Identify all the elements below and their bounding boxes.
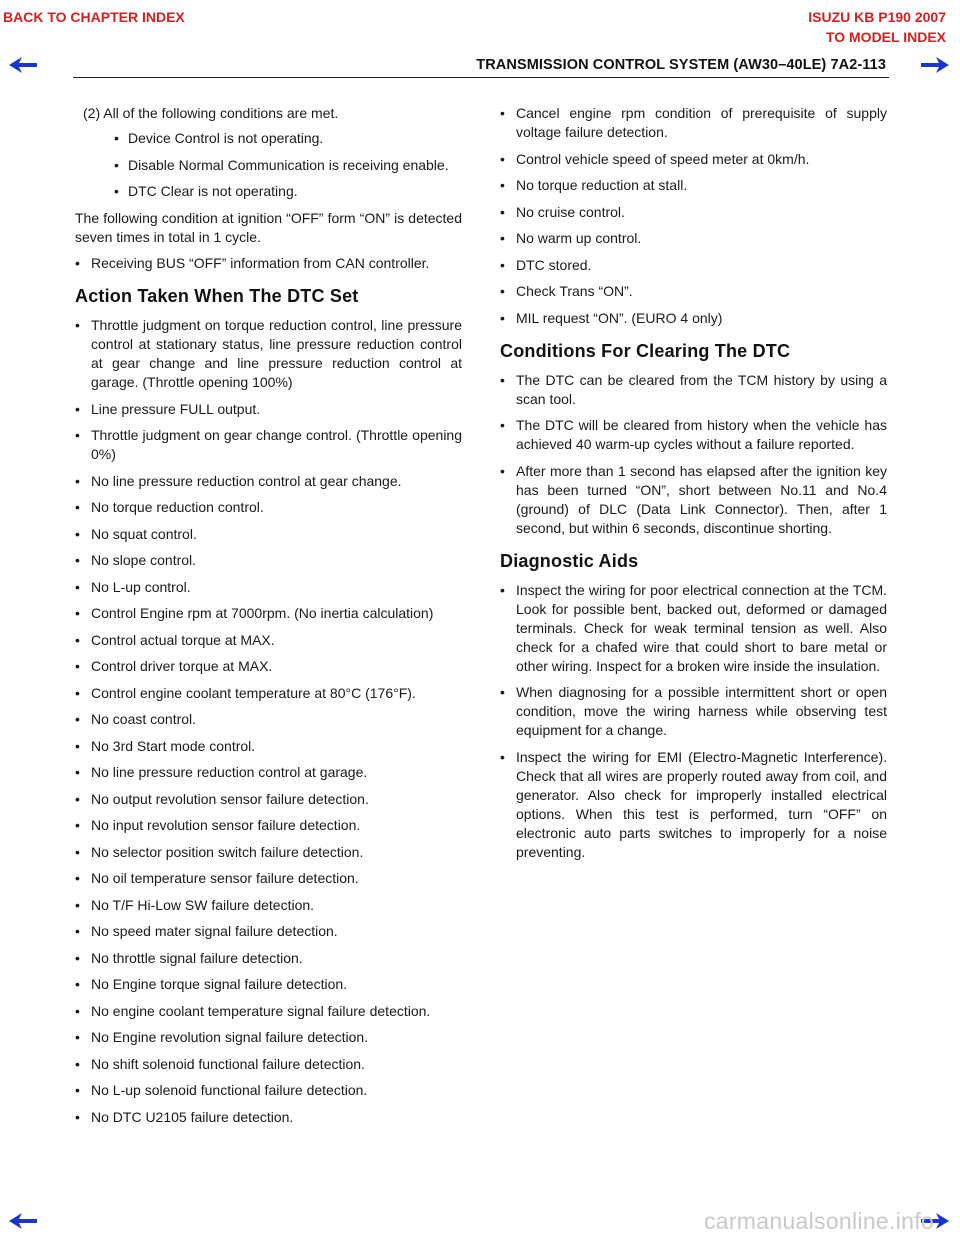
list-item: • The DTC will be cleared from history when the vehicle has achieved 40 warm-up cycles without a failure reported.	[500, 416, 887, 454]
list-item: • No slope control.	[75, 551, 462, 570]
list-item: • No shift solenoid functional failure detection.	[75, 1055, 462, 1074]
list-item: • DTC Clear is not operating.	[75, 182, 462, 201]
list-item: • No throttle signal failure detection.	[75, 949, 462, 968]
clearing-dtc-heading: Conditions For Clearing The DTC	[500, 340, 791, 361]
aids-list	[500, 581, 887, 862]
list-item: • No L-up solenoid functional failure detection.	[75, 1081, 462, 1100]
ignition-list	[75, 254, 462, 273]
list-item: • Line pressure FULL output.	[75, 400, 462, 419]
list-item: • No selector position switch failure detection.	[75, 843, 462, 862]
clearing-list	[500, 371, 887, 538]
list-item: • Disable Normal Communication is receiving enable.	[75, 156, 462, 175]
left-column	[75, 104, 462, 1134]
condition-list	[75, 129, 462, 201]
action-taken-heading: Action Taken When The DTC Set	[75, 286, 359, 306]
list-item: • Check Trans “ON”.	[500, 282, 887, 301]
list-item: • Device Control is not operating.	[75, 129, 462, 148]
list-item: • DTC stored.	[500, 256, 887, 275]
list-item: • No Engine torque signal failure detection.	[75, 975, 462, 994]
to-model-index-link[interactable]: TO MODEL INDEX	[825, 29, 946, 45]
list-item: • No output revolution sensor failure detection.	[75, 790, 462, 809]
list-item: • No DTC U2105 failure detection.	[75, 1108, 462, 1127]
back-to-chapter-index-link[interactable]: BACK TO CHAPTER INDEX	[3, 9, 185, 25]
list-item: • No 3rd Start mode control.	[75, 737, 462, 756]
previous-page-arrow-icon[interactable]	[8, 1212, 38, 1230]
right-column	[500, 104, 887, 869]
condition-intro: (2) All of the following conditions are met.	[83, 105, 339, 121]
list-item: • Throttle judgment on torque reduction control, line pressure control at stationary status, line pressure reduction control at gear change and line pressure reduction control at garage. (Throttle opening 100%)	[75, 316, 462, 392]
list-item: • No torque reduction at stall.	[500, 176, 887, 195]
list-item: • No speed mater signal failure detection.	[75, 922, 462, 941]
list-item: • No T/F Hi-Low SW failure detection.	[75, 896, 462, 915]
list-item: • The DTC can be cleared from the TCM history by using a scan tool.	[500, 371, 887, 409]
list-item: • Control engine coolant temperature at 80°C (176°F).	[75, 684, 462, 703]
list-item: • No coast control.	[75, 710, 462, 729]
list-item: • No Engine revolution signal failure detection.	[75, 1028, 462, 1047]
page-header-title: TRANSMISSION CONTROL SYSTEM (AW30–40LE) 7A2-113	[476, 57, 886, 73]
list-item: • When diagnosing for a possible intermittent short or open condition, move the wiring harness while observing test equipment for a change.	[500, 683, 887, 740]
list-item: • No torque reduction control.	[75, 498, 462, 517]
list-item: • No line pressure reduction control at gear change.	[75, 472, 462, 491]
list-item: • Control driver torque at MAX.	[75, 657, 462, 676]
list-item: • No cruise control.	[500, 203, 887, 222]
list-item: • Throttle judgment on gear change control. (Throttle opening 0%)	[75, 426, 462, 464]
list-item: • No L-up control.	[75, 578, 462, 597]
list-item: • Cancel engine rpm condition of prerequisite of supply voltage failure detection.	[500, 104, 887, 142]
list-item: • Inspect the wiring for EMI (Electro-Magnetic Interference). Check that all wires are properly routed away from coil, and generator. Also check for improperly installed electrical options. When this test is performed, turn “OFF” on electronic auto parts switches to improperly for a noise preventing.	[500, 748, 887, 862]
list-item: • Control vehicle speed of speed meter at 0km/h.	[500, 150, 887, 169]
list-item: • No squat control.	[75, 525, 462, 544]
action-list-continued	[500, 104, 887, 328]
diagnostic-aids-heading: Diagnostic Aids	[500, 550, 639, 571]
list-item: • Inspect the wiring for poor electrical connection at the TCM. Look for possible bent, backed out, deformed or damaged terminals. Check for weak terminal tension as well. Also check for a chafed wire that could short to bare metal or other wiring. Inspect for a broken wire inside the insulation.	[500, 581, 887, 676]
list-item: • Control actual torque at MAX.	[75, 631, 462, 650]
list-item: • Receiving BUS “OFF” information from CAN controller.	[75, 254, 462, 273]
model-title-link[interactable]: ISUZU KB P190 2007	[808, 9, 946, 25]
list-item: • No input revolution sensor failure detection.	[75, 816, 462, 835]
action-list	[75, 316, 462, 1127]
previous-page-arrow-icon[interactable]	[8, 56, 38, 74]
list-item: • No line pressure reduction control at garage.	[75, 763, 462, 782]
next-page-arrow-icon[interactable]	[920, 56, 950, 74]
watermark-text: carmanualsonline.info	[703, 1208, 934, 1234]
list-item: • No engine coolant temperature signal failure detection.	[75, 1002, 462, 1021]
list-item: • No oil temperature sensor failure detection.	[75, 869, 462, 888]
header-divider	[73, 77, 889, 78]
list-item: • No warm up control.	[500, 229, 887, 248]
list-item: • Control Engine rpm at 7000rpm. (No inertia calculation)	[75, 604, 462, 623]
list-item: • MIL request “ON”. (EURO 4 only)	[500, 309, 887, 328]
ignition-paragraph: The following condition at ignition “OFF” form “ON” is detected seven times in total in 1 cycle.	[75, 209, 462, 245]
list-item: • After more than 1 second has elapsed after the ignition key has been turned “ON”, short between No.11 and No.4 (ground) of DLC (Data Link Connector). Then, after 1 second, but within 6 seconds, discontinue shorting.	[500, 462, 887, 538]
